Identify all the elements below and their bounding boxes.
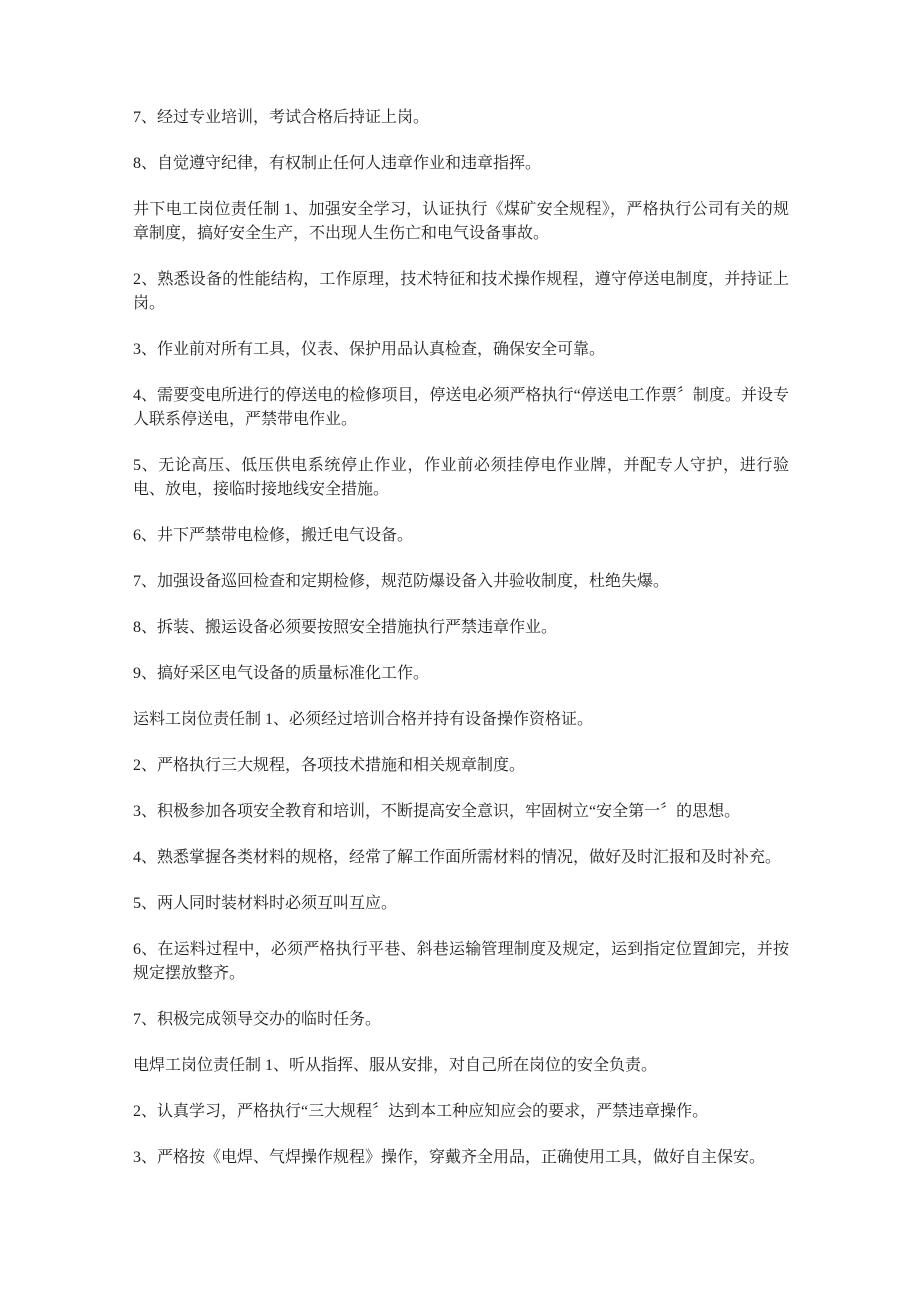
paragraph: 运料工岗位责任制 1、必须经过培训合格并持有设备操作资格证。 xyxy=(133,711,594,728)
paragraph: 9、搞好采区电气设备的质量标准化工作。 xyxy=(133,665,430,682)
paragraph: 7、经过专业培训，考试合格后持证上岗。 xyxy=(133,109,430,126)
paragraph: 8、拆装、搬运设备必须要按照安全措施执行严禁违章作业。 xyxy=(133,619,558,636)
paragraph: 8、自觉遵守纪律，有权制止任何人违章作业和违章指挥。 xyxy=(133,155,542,172)
document-content xyxy=(133,106,789,1192)
paragraph: 电焊工岗位责任制 1、听从指挥、服从安排，对自己所在岗位的安全负责。 xyxy=(133,1057,658,1074)
paragraph: 5、无论高压、低压供电系统停止作业，作业前必须挂停电作业牌，并配专人守护，进行验电、放电，接临时接地线安全措施。 xyxy=(133,457,789,498)
paragraph: 6、在运料过程中，必须严格执行平巷、斜巷运输管理制度及规定，运到指定位置卸完，并按规定摆放整齐。 xyxy=(133,941,789,982)
paragraph: 3、积极参加各项安全教育和培训，不断提高安全意识，牢固树立“安全第一〞的思想。 xyxy=(133,803,741,820)
paragraph: 4、需要变电所进行的停送电的检修项目，停送电必须严格执行“停送电工作票〞制度。并设专人联系停送电，严禁带电作业。 xyxy=(133,387,789,428)
paragraph: 2、熟悉设备的性能结构，工作原理，技术特征和技术操作规程，遵守停送电制度，并持证上岗。 xyxy=(133,271,789,312)
paragraph: 2、认真学习，严格执行“三大规程〞达到本工种应知应会的要求，严禁违章操作。 xyxy=(133,1103,709,1120)
paragraph: 4、熟悉掌握各类材料的规格，经常了解工作面所需材料的情况，做好及时汇报和及时补充。 xyxy=(133,849,782,866)
paragraph: 井下电工岗位责任制 1、加强安全学习，认证执行《煤矿安全规程》，严格执行公司有关的规章制度，搞好安全生产，不出现人生伤亡和电气设备事故。 xyxy=(133,201,789,242)
paragraph: 3、作业前对所有工具，仪表、保护用品认真检查，确保安全可靠。 xyxy=(133,341,606,358)
paragraph: 7、积极完成领导交办的临时任务。 xyxy=(133,1011,382,1028)
paragraph: 5、两人同时装材料时必须互叫互应。 xyxy=(133,895,398,912)
paragraph: 6、井下严禁带电检修，搬迁电气设备。 xyxy=(133,527,414,544)
paragraph: 3、严格按《电焊、气焊操作规程》操作，穿戴齐全用品，正确使用工具，做好自主保安。 xyxy=(133,1149,766,1166)
paragraph: 2、严格执行三大规程，各项技术措施和相关规章制度。 xyxy=(133,757,526,774)
paragraph: 7、加强设备巡回检查和定期检修，规范防爆设备入井验收制度，杜绝失爆。 xyxy=(133,573,670,590)
